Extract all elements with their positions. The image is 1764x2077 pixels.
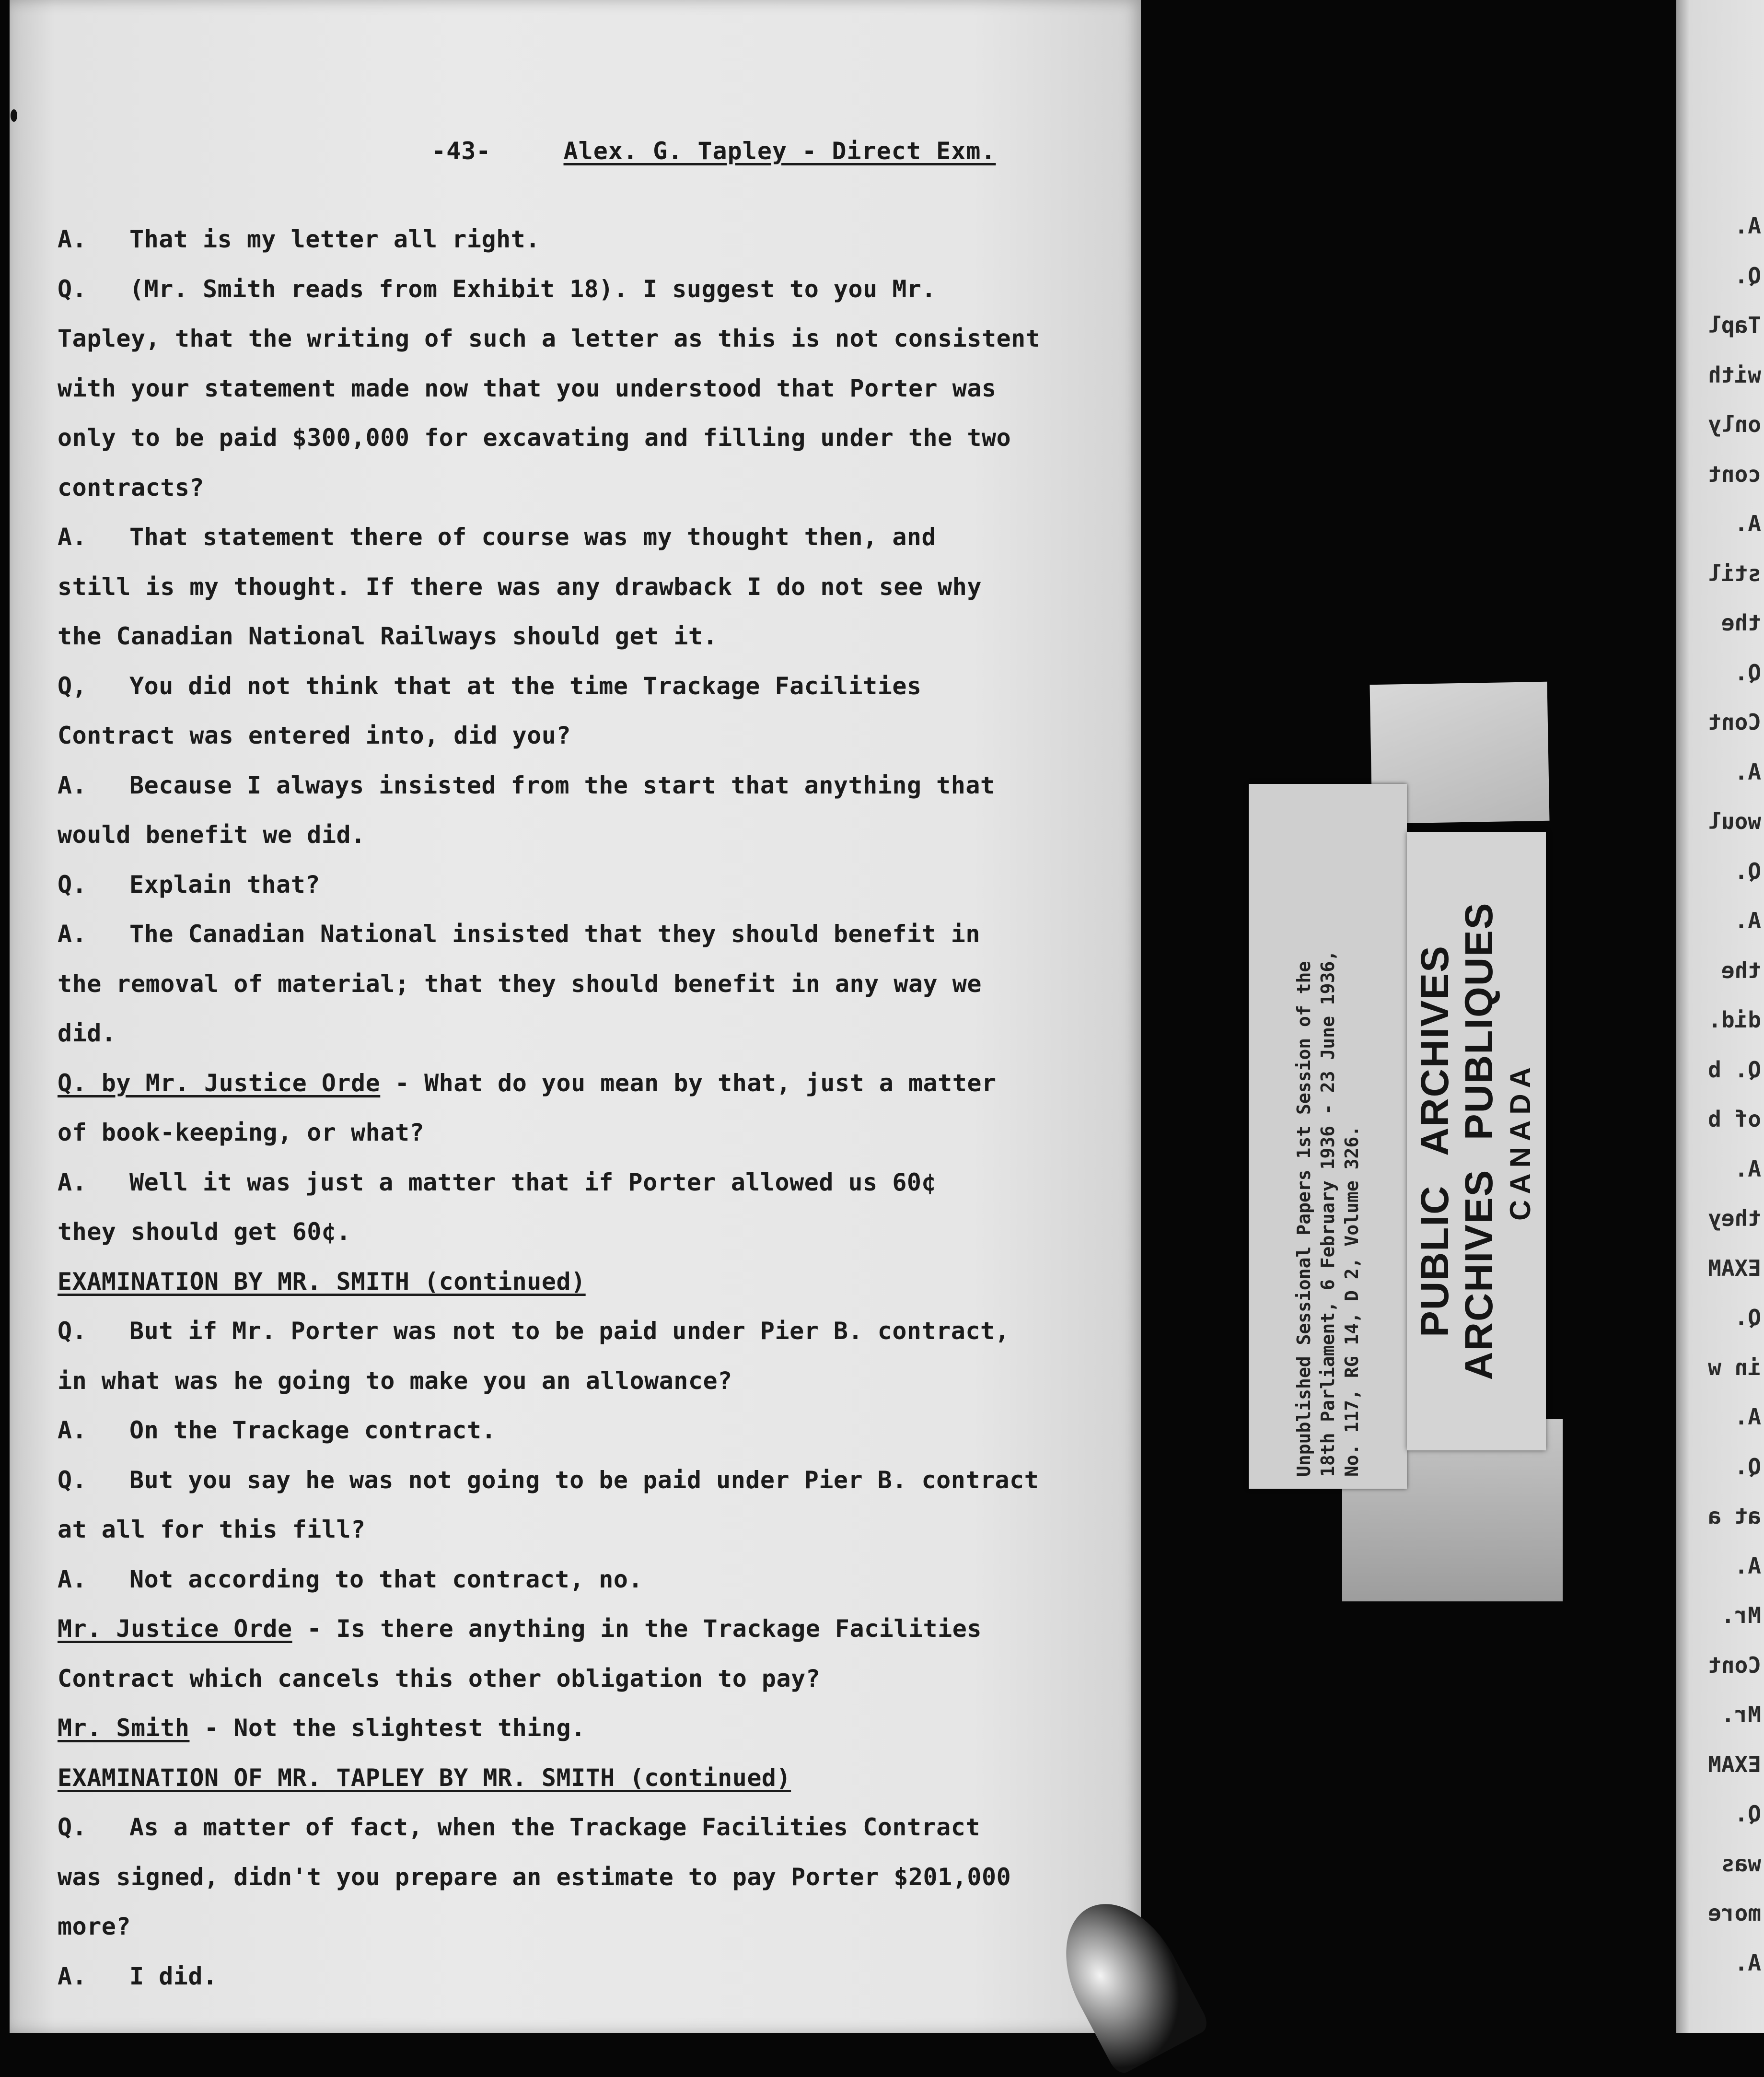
section-heading [58, 1257, 1126, 1307]
adjacent-line: A. [1734, 1404, 1761, 1430]
transcript-line [58, 1108, 1126, 1158]
adjacent-line: Q. b [1708, 1056, 1761, 1083]
line-text: did. [58, 1019, 116, 1047]
adjacent-page-lines [1676, 201, 1764, 1988]
line-speaker-label: A. [58, 1168, 87, 1196]
line-text: only to be paid $300,000 for excavating and filling under the two [58, 424, 1011, 452]
transcript-line [58, 612, 1126, 662]
line-speaker-label: Q. [58, 1317, 87, 1345]
transcript-line [58, 910, 1126, 959]
line-text: Well it was just a matter that if Porter allowed us 60¢ [129, 1168, 937, 1196]
transcript-line [58, 1704, 1126, 1753]
archive-ref-line-2: 18th Parliament, 6 February 1936 - 23 June 1936, [1317, 950, 1338, 1477]
line-text: - What do you mean by that, just a matter [380, 1069, 997, 1097]
transcript-line [58, 1406, 1126, 1456]
adjacent-line: Q. [1734, 1801, 1761, 1827]
line-text: But you say he was not going to be paid under Pier B. contract [129, 1466, 1039, 1494]
transcript-body [58, 215, 1126, 2001]
public-archives-stamp [1407, 832, 1546, 1450]
line-speaker: Q. by Mr. Justice Orde [58, 1069, 381, 1097]
transcript-line [58, 959, 1126, 1009]
line-text: would benefit we did. [58, 821, 366, 849]
adjacent-line: with [1708, 362, 1761, 388]
public-archives-stamp-text [1413, 853, 1540, 1429]
adjacent-line: the [1721, 957, 1761, 983]
adjacent-line: Mr. [1721, 1702, 1761, 1727]
adjacent-line: Cont [1708, 709, 1761, 735]
adjacent-line: A. [1734, 213, 1761, 239]
adjacent-line: was [1721, 1850, 1761, 1877]
line-speaker: Mr. Justice Orde [58, 1615, 292, 1643]
stamp-line-3: CANADA [1504, 1062, 1536, 1221]
stamp-line-2 [1457, 853, 1501, 1429]
transcript-line [58, 1853, 1126, 1902]
adjacent-line: woul [1708, 808, 1761, 834]
page-header [431, 137, 996, 165]
line-text: Because I always insisted from the start that anything that [129, 771, 995, 799]
line-text: of book-keeping, or what? [58, 1119, 425, 1146]
transcript-line [58, 1654, 1126, 1704]
line-text: was signed, didn't you prepare an estimate to pay Porter $201,000 [58, 1863, 1011, 1891]
transcript-line [58, 761, 1126, 811]
page-title: Alex. G. Tapley - Direct Exm. [563, 137, 996, 165]
line-text: That is my letter all right. [129, 225, 540, 253]
line-text: Contract was entered into, did you? [58, 722, 571, 749]
adjacent-line: A. [1734, 511, 1761, 537]
line-text: As a matter of fact, when the Trackage Facilities Contract [129, 1813, 980, 1841]
stamp-word-archives-fr: ARCHIVES [1457, 1169, 1501, 1380]
adjacent-line: the [1721, 610, 1761, 636]
transcript-line [58, 1307, 1126, 1356]
line-text: But if Mr. Porter was not to be paid under Pier B. contract, [129, 1317, 1010, 1345]
adjacent-line: Q. [1734, 1305, 1761, 1330]
line-text: The Canadian National insisted that they should benefit in [129, 920, 980, 948]
adjacent-line: Q. [1734, 262, 1761, 289]
adjacent-line: in w [1708, 1354, 1761, 1380]
line-speaker-label: A. [58, 920, 87, 948]
transcript-line [58, 1505, 1126, 1555]
transcript-line [58, 413, 1126, 463]
transcript-line [58, 1158, 1126, 1208]
archive-reference-text [1292, 796, 1364, 1477]
adjacent-line: A. [1734, 1155, 1761, 1182]
adjacent-line: Q. [1734, 1453, 1761, 1480]
transcript-line [58, 860, 1126, 910]
adjacent-line: only [1708, 411, 1761, 437]
adjacent-line: A. [1734, 1552, 1761, 1579]
adjacent-page-strip [1676, 0, 1764, 2033]
transcript-line [58, 364, 1126, 414]
adjacent-line: of b [1708, 1106, 1761, 1132]
line-speaker-label: Q. [58, 1466, 87, 1494]
line-text: they should get 60¢. [58, 1218, 351, 1246]
line-text: the removal of material; that they should benefit in any way we [58, 969, 982, 998]
adjacent-line: Q. [1734, 659, 1761, 686]
archive-ref-line-3: No. 117, RG 14, D 2, Volume 326. [1341, 1125, 1362, 1477]
line-text: with your statement made now that you understood that Porter was [58, 374, 997, 402]
stamp-word-archives: ARCHIVES [1413, 945, 1457, 1156]
line-text: EXAMINATION OF MR. TAPLEY BY MR. SMITH (continued) [58, 1763, 791, 1792]
line-speaker-label: A. [58, 1962, 87, 1990]
line-text: Explain that? [129, 870, 320, 898]
document-page [10, 0, 1141, 2033]
adjacent-line: Tapl [1708, 312, 1761, 338]
adjacent-line: at a [1708, 1503, 1761, 1529]
transcript-line [58, 265, 1126, 315]
line-speaker-label: A. [58, 523, 87, 551]
transcript-line [58, 513, 1126, 562]
archive-reference-label [1249, 784, 1407, 1489]
line-text: Not according to that contract, no. [129, 1565, 643, 1593]
adjacent-line: Mr. [1721, 1602, 1761, 1628]
adjacent-line: A. [1734, 1949, 1761, 1976]
line-text: contracts? [58, 473, 205, 502]
transcript-line [58, 810, 1126, 860]
line-text: still is my thought. If there was any drawback I do not see why [58, 572, 982, 601]
transcript-line [58, 1555, 1126, 1605]
archive-ref-line-1: Unpublished Sessional Papers 1st Session of the [1293, 961, 1314, 1477]
adjacent-line: A. [1734, 908, 1761, 933]
transcript-line [58, 562, 1126, 612]
line-text: in what was he going to make you an allowance? [58, 1366, 732, 1395]
line-speaker-label: A. [58, 225, 87, 253]
line-text: Tapley, that the writing of such a letter as this is not consistent [58, 325, 1041, 352]
line-text: That statement there of course was my thought then, and [129, 523, 937, 551]
line-text: more? [58, 1913, 131, 1940]
ink-speck [11, 109, 17, 122]
transcript-line [58, 711, 1126, 761]
stamp-word-publiques: PUBLIQUES [1457, 902, 1501, 1140]
transcript-line [58, 1952, 1126, 2002]
adjacent-line: EXAM [1708, 1751, 1761, 1777]
transcript-line [58, 463, 1126, 513]
line-speaker-label: A. [58, 1416, 87, 1444]
section-heading [58, 1753, 1126, 1803]
transcript-line [58, 314, 1126, 364]
stamp-word-public: PUBLIC [1413, 1185, 1457, 1337]
page-number: -43- [431, 137, 491, 165]
line-text: at all for this fill? [58, 1516, 366, 1543]
line-text: On the Trackage contract. [129, 1416, 497, 1444]
line-text: - Is there anything in the Trackage Facilities [292, 1615, 982, 1643]
line-speaker-label: A. [58, 1565, 87, 1593]
line-speaker: Mr. Smith [58, 1714, 190, 1742]
stamp-line-1 [1413, 853, 1457, 1429]
transcript-line [58, 1902, 1126, 1952]
adjacent-line: Cont [1708, 1652, 1761, 1678]
adjacent-line: A. [1734, 758, 1761, 785]
adjacent-line: stil [1708, 560, 1761, 586]
line-speaker-label: Q. [58, 1813, 87, 1841]
line-speaker-label: Q. [58, 275, 87, 303]
line-text: Contract which cancels this other obligation to pay? [58, 1664, 821, 1692]
line-speaker-label: Q. [58, 870, 87, 898]
adjacent-line: cont [1708, 461, 1761, 487]
transcript-line [58, 1009, 1126, 1059]
line-text: - Not the slightest thing. [189, 1714, 586, 1742]
adjacent-line: Q. [1734, 858, 1761, 884]
line-text: (Mr. Smith reads from Exhibit 18). I suggest to you Mr. [129, 275, 937, 303]
transcript-line [58, 1207, 1126, 1257]
adjacent-line: EXAM [1708, 1255, 1761, 1281]
transcript-line [58, 1803, 1126, 1853]
transcript-line [58, 1456, 1126, 1505]
line-text: the Canadian National Railways should get it. [58, 622, 718, 650]
line-text: EXAMINATION BY MR. SMITH (continued) [58, 1267, 586, 1295]
transcript-line [58, 1059, 1126, 1109]
line-text: You did not think that at the time Trackage Facilities [129, 672, 922, 700]
transcript-line [58, 662, 1126, 712]
line-text: I did. [129, 1962, 218, 1990]
line-speaker-label: A. [58, 771, 87, 799]
transcript-line [58, 1604, 1126, 1654]
adjacent-line: did. [1708, 1007, 1761, 1033]
adjacent-line: they [1708, 1205, 1761, 1231]
adjacent-line: more [1708, 1900, 1761, 1926]
transcript-line [58, 215, 1126, 265]
line-speaker-label: Q, [58, 672, 87, 700]
transcript-line [58, 1356, 1126, 1406]
